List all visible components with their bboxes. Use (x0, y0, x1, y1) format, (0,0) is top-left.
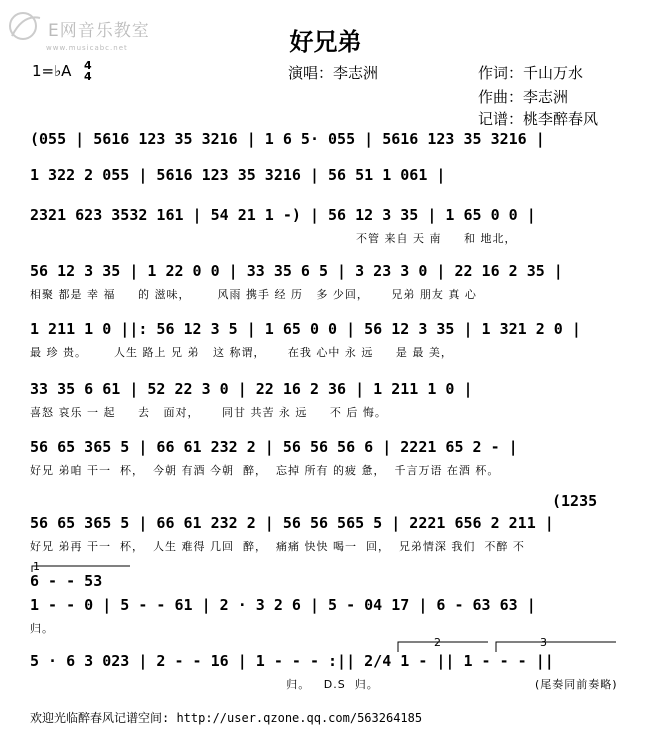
page-title: 好兄弟 (289, 27, 362, 56)
row-notes: 56 65 365 5 | 66 61 232 2 | 56 56 56 6 | 2221 65 2 - | (30, 438, 518, 456)
row-lyrics: 归。 D.S 归。 (30, 678, 379, 691)
time-signature-bottom: 4 (84, 70, 92, 83)
footer-text: 欢迎光临醉春风记谱空间: http://user.qzone.qq.com/563264185 (30, 711, 423, 725)
row-notes: 2321 623 3532 161 | 54 21 1 -) | 56 12 3 35 | 1 65 0 0 | (30, 206, 536, 224)
time-signature-top: 4 (84, 59, 92, 72)
row-lyrics: 喜怒 哀乐 一 起 去 面对， 同甘 共苦 永 远 不 后 悔。 (30, 406, 387, 419)
score-row (0, 438, 651, 477)
volta-2-label: 2 (434, 636, 442, 649)
row-notes: 1 211 1 0 ||: 56 12 3 5 | 1 65 0 0 | 56 12 3 35 | 1 321 2 0 | (30, 320, 581, 338)
score-row (0, 166, 651, 186)
row-lyrics: 归。 (30, 622, 54, 635)
row-lyrics: 最 珍 贵。 人生 路上 兄 弟 这 称谓， 在我 心中 永 远 是 最 美， (30, 346, 453, 359)
score-row (0, 130, 651, 150)
volta-3-label: 3 (540, 636, 548, 649)
row-notes: 1 322 2 055 | 5616 123 35 3216 | 56 51 1 061 | (30, 166, 446, 184)
score-row (0, 514, 651, 553)
repeat-marker-row (0, 492, 651, 512)
row-notes: (055 | 5616 123 35 3216 | 1 6 5· 055 | 5616 123 35 3216 | (30, 130, 545, 148)
row-lyrics: 相聚 都是 幸 福 的 滋味， 风雨 携手 经 历 多 少回， 兄弟 朋友 真 心 (30, 288, 477, 301)
row-notes: 1 - - 0 | 5 - - 61 | 2 · 3 2 6 | 5 - 04 17 | 6 - 63 63 | (30, 596, 536, 614)
row-lyrics: 好兄 弟咱 干一 杯， 今朝 有酒 今朝 醉， 忘掉 所有 的疲 惫， 千言万语 在酒 杯。 (30, 464, 500, 477)
volta-1-label: 1 (33, 560, 41, 573)
row-notes: 5 · 6 3 023 | 2 - - 16 | 1 - - - :|| 2/4 1 - || 1 - - - || (30, 652, 554, 670)
score-row (0, 262, 651, 301)
score-row (0, 320, 651, 359)
key-signature: 1=♭A (32, 62, 72, 80)
ending-note: (尾奏同前奏略) (535, 678, 618, 691)
row-notes: 33 35 6 61 | 52 22 3 0 | 22 16 2 36 | 1 211 1 0 | (30, 380, 473, 398)
time-signature (84, 60, 92, 82)
score-row (0, 596, 651, 635)
score-row (0, 652, 651, 691)
transcriber-credit: 记谱：桃李醉春风 (478, 110, 599, 128)
composer-credit: 作曲：李志洲 (478, 88, 569, 106)
row-notes: 56 12 3 35 | 1 22 0 0 | 33 35 6 5 | 3 23 3 0 | 22 16 2 35 | (30, 262, 563, 280)
volta-1-notes: 6 - - 53 (30, 572, 103, 590)
intro-end-marker: (1235 (552, 492, 598, 510)
score-row (0, 380, 651, 419)
watermark-url: www.musicabc.net (46, 44, 128, 52)
singer-credit: 演唱：李志洲 (288, 64, 379, 82)
volta-row (0, 560, 651, 590)
watermark-site: E网音乐教室 (48, 21, 150, 41)
row-notes: 56 65 365 5 | 66 61 232 2 | 56 56 565 5 | 2221 656 2 211 | (30, 514, 554, 532)
score (0, 120, 651, 700)
row-lyrics: 好兄 弟再 干一 杯， 人生 难得 几回 醉， 痛痛 快快 喝一 回， 兄弟情深 我们 不醉 不 (30, 540, 525, 553)
score-row (0, 206, 651, 245)
lyricist-credit: 作词：千山万水 (478, 64, 584, 82)
row-lyrics: 不管 来自 天 南 和 地北， (356, 232, 517, 245)
